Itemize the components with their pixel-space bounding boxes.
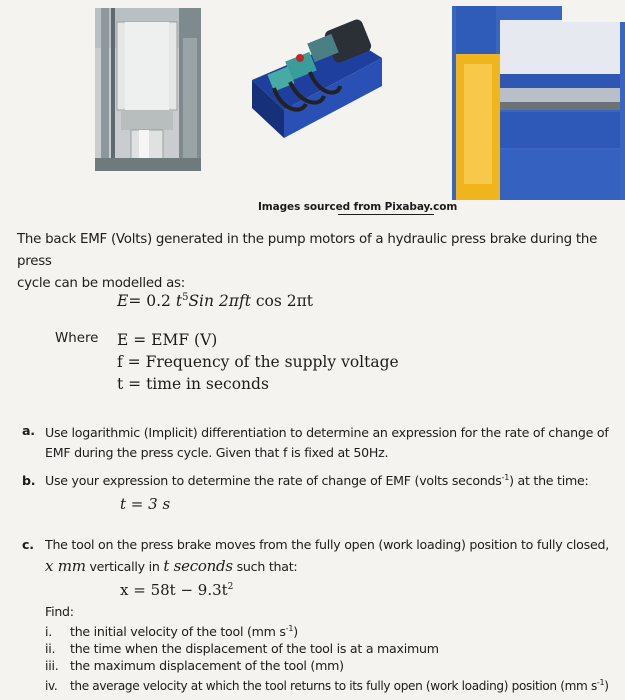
subitem-list [45, 620, 609, 695]
question-b-time-equation: t = 3 s [120, 495, 171, 513]
question-c-line-1: The tool on the press brake moves from the fully open (work loading) position to fully closed, [45, 537, 609, 552]
subitem: ii. the time when the displacement of the tool is at a maximum [45, 641, 439, 657]
emf-equation: E= 0.2 $t^5Sin$ 2πft cos 2πt [117, 292, 314, 311]
subitem: iv. the average velocity at which the tool returns to its fully open (work loading) position (mm $s^{-1}$) [45, 678, 609, 694]
question-c-label: c. [22, 537, 34, 552]
find-label: Find: [45, 604, 74, 619]
def-emf: E = EMF (V) [117, 331, 218, 349]
question-a-text [45, 423, 609, 463]
hydraulic-pump-unit-photo [240, 8, 390, 143]
question-a-line-1: Use logarithmic (Implicit) differentiation to determine an expression for the rate of change of [45, 425, 609, 440]
variable-definitions [117, 329, 399, 395]
subitem: iii. the maximum displacement of the tool (mm) [45, 658, 344, 674]
question-c-line-2: x mm vertically in t seconds such that: [45, 557, 298, 575]
def-time: t = time in seconds [117, 375, 269, 393]
def-frequency: f = Frequency of the supply voltage [117, 353, 399, 371]
question-b-text: Use your expression to determine the rate of change of EMF (volts seconds$^{-1}$) at the time: [45, 473, 589, 489]
intro-line-1: The back EMF (Volts) generated in the pump motors of a hydraulic press brake during the press [17, 232, 598, 269]
intro-paragraph [17, 229, 617, 295]
question-a-line-2: EMF during the press cycle. Given that f is fixed at 50Hz. [45, 445, 389, 460]
subitem: i. the initial velocity of the tool (mm $s^{-1}$) [45, 624, 298, 640]
press-brake-machine-photo [442, 0, 625, 200]
question-a-label: a. [22, 423, 35, 438]
question-b-label: b. [22, 473, 36, 488]
where-label: Where [55, 331, 99, 346]
displacement-equation: $x = 58t - 9.3t^2$ [120, 581, 234, 599]
credit-underline [338, 214, 434, 215]
intro-line-2: cycle can be modelled as: [17, 276, 186, 291]
hydraulic-cylinder-photo [95, 8, 201, 171]
image-credit: Images sourced from Pixabay.com [258, 201, 458, 213]
